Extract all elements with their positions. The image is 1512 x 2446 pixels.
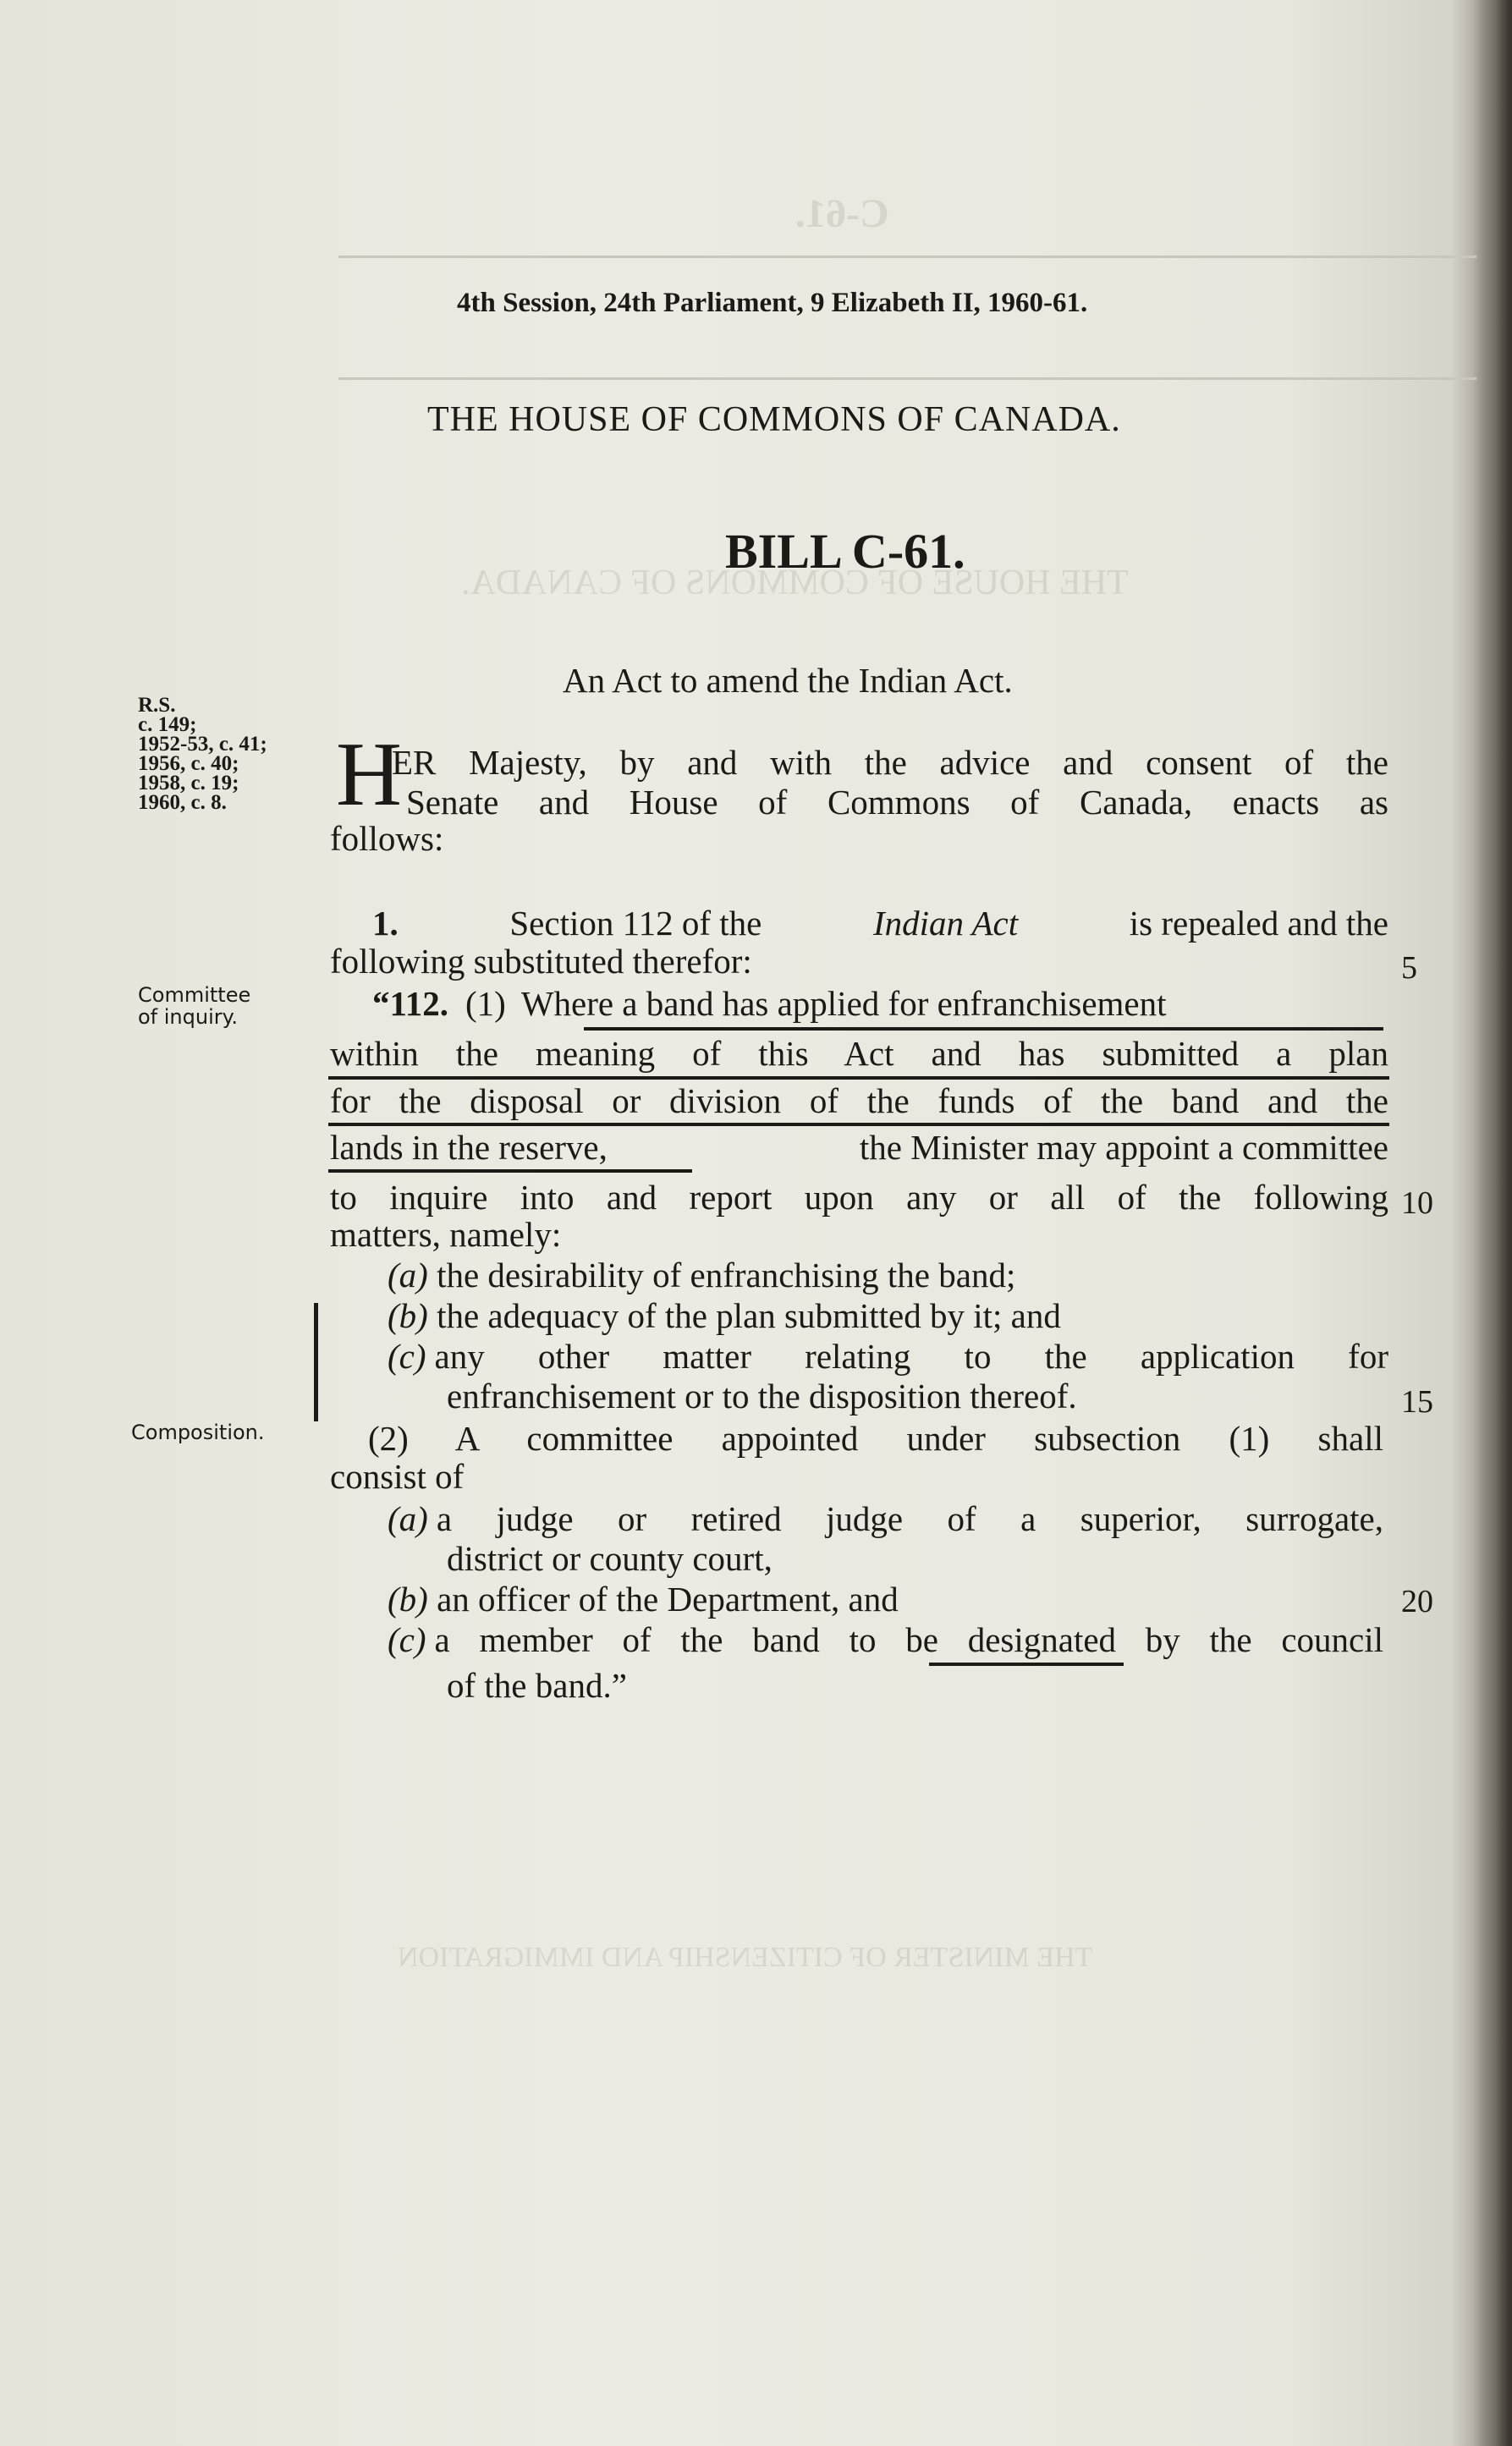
subsection-2-line-1: (2) A committee appointed under subsection (1) shall <box>368 1419 1383 1458</box>
bill-title: BILL C-61. <box>725 524 965 579</box>
enacting-line-1: ER Majesty, by and with the advice and consent of the <box>392 743 1388 782</box>
section-112-line-6: matters, namely: <box>330 1215 562 1254</box>
handwritten-underline <box>929 1663 1124 1666</box>
list-item: (b) the adequacy of the plan submitted by it; and <box>388 1296 1061 1335</box>
house-title: THE HOUSE OF COMMONS OF CANADA. <box>427 400 1121 439</box>
list-item: (c) a member of the band to be designated by the council <box>388 1620 1383 1659</box>
section-112-line-3: for the disposal or division of the funds of the band and the <box>330 1081 1388 1120</box>
bleed-through-text: THE HOUSE OF COMMONS OF CANADA. <box>461 563 1129 602</box>
header-rule-bottom <box>338 377 1476 380</box>
section-112-line-5: to inquire into and report upon any or all of the following <box>330 1178 1388 1217</box>
bleed-through-text: C-61. <box>795 191 889 236</box>
list-item: (a) a judge or retired judge of a superior, surrogate, <box>388 1499 1383 1538</box>
section-112-line-4: lands in the reserve, the Minister may appoint a committee <box>330 1128 1388 1167</box>
margin-note-rs: R.S. c. 149; 1952-53, c. 41; 1956, c. 40; 1958, c. 19; 1960, c. 8. <box>138 694 267 814</box>
line-number: 15 <box>1401 1384 1433 1420</box>
handwritten-underline <box>328 1076 1389 1080</box>
list-item-continuation: of the band.” <box>447 1666 627 1705</box>
subsection-2-line-2: consist of <box>330 1457 465 1496</box>
act-title: An Act to amend the Indian Act. <box>563 661 1013 700</box>
header-rule-top <box>338 256 1476 258</box>
section-112-line-2: within the meaning of this Act and has submitted a plan <box>330 1034 1388 1073</box>
list-item: (b) an officer of the Department, and <box>388 1580 899 1619</box>
section-marker: 1. <box>372 904 399 943</box>
line-number: 5 <box>1401 950 1417 986</box>
section-1-line-2: following substituted therefor: <box>330 942 752 981</box>
handwritten-underline <box>328 1169 692 1173</box>
section-112-line-1: “112. (1) Where a band has applied for enfranchisement <box>372 984 1167 1023</box>
bleed-through-text: THE MINISTER OF CITIZENSHIP AND IMMIGRATION <box>398 1942 1093 1973</box>
list-item-continuation: enfranchisement or to the disposition thereof. <box>447 1377 1077 1415</box>
handwritten-underline <box>328 1123 1389 1126</box>
enacting-line-3: follows: <box>330 819 444 858</box>
line-number: 10 <box>1401 1185 1433 1221</box>
section-112-marker: “112. <box>372 984 448 1023</box>
line-number: 20 <box>1401 1584 1433 1619</box>
list-item-continuation: district or county court, <box>447 1539 772 1578</box>
margin-sidebar-mark <box>314 1303 318 1421</box>
margin-note-composition: Composition. <box>131 1421 265 1444</box>
enacting-line-2: Senate and House of Commons of Canada, enacts as <box>406 783 1388 822</box>
session-line: 4th Session, 24th Parliament, 9 Elizabeth II, 1960-61. <box>457 288 1088 318</box>
page-edge-shadow <box>1473 0 1512 2446</box>
list-item: (a) the desirability of enfranchising the band; <box>388 1256 1016 1294</box>
list-item: (c) any other matter relating to the application for <box>388 1337 1388 1376</box>
handwritten-underline <box>584 1027 1383 1031</box>
section-1-line-1: 1. Section 112 of the Indian Act is repealed and the <box>372 904 1388 943</box>
margin-note-committee: Committee of inquiry. <box>138 983 251 1029</box>
drop-cap: H <box>336 724 402 825</box>
